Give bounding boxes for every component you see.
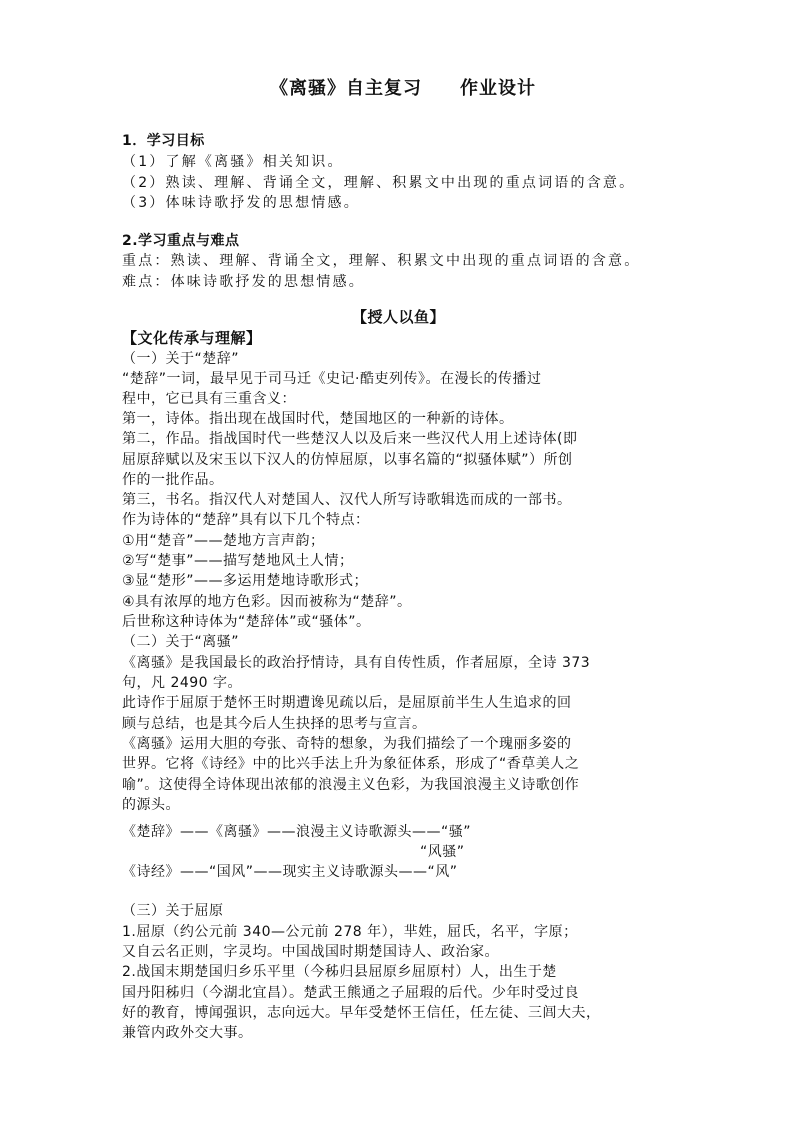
lisao-subheading: （二）关于“离骚” [122, 634, 240, 650]
paragraph-line: 《离骚》运用大胆的夸张、奇特的想象，为我们描绘了一个瑰丽多姿的 [122, 736, 572, 752]
paragraph-line: 的源头。 [122, 797, 180, 813]
paragraph-line: 后世称这种诗体为“楚辞体”或“骚体”。 [122, 614, 371, 630]
quyuan-subheading: （三）关于屈原 [122, 903, 224, 919]
objective-item: （1）了解《离骚》相关知识。 [122, 154, 344, 170]
list-item: ④具有浓厚的地方色彩。因而被称为“楚辞”。 [122, 594, 412, 610]
key-point-item: 难点：体味诗歌抒发的思想情感。 [122, 274, 365, 290]
chuci-subheading: （一）关于“楚辞” [122, 351, 240, 367]
objective-item: （3）体味诗歌抒发的思想情感。 [122, 195, 360, 211]
paragraph-line: 第三，书名。指汉代人对楚国人、汉代人所写诗歌辑选而成的一部书。 [122, 492, 572, 508]
paragraph-line: 顾与总结，也是其今后人生抉择的思考与宣言。 [122, 716, 427, 732]
paragraph-line: 句，凡 2490 字。 [122, 675, 243, 691]
paragraph-line: 程中，它已具有三重含义： [122, 391, 296, 407]
paragraph-line: “楚辞”一词，最早见于司马迁《史记·酷吏列传》。在漫长的传播过 [122, 371, 542, 387]
culture-heading: 【文化传承与理解】 [122, 329, 262, 347]
paragraph-line: 第二，作品。指战国时代一些楚汉人以及后来一些汉代人用上述诗体(即 [122, 431, 578, 447]
key-point-item: 重点：熟读、理解、背诵全文，理解、积累文中出现的重点词语的含意。 [122, 253, 641, 269]
list-item: ①用“楚音”——楚地方言声韵； [122, 533, 325, 549]
paragraph-line: 作的一批作品。 [122, 472, 224, 488]
paragraph-line: 兼管内政外交大事。 [122, 1025, 253, 1041]
paragraph-line: 世界。它将《诗经》中的比兴手法上升为象征体系，形成了“香草美人之 [122, 756, 580, 772]
list-item: ②写“楚事”——描写楚地风土人情； [122, 553, 354, 569]
paragraph-line: 又自云名正则，字灵均。中国战国时期楚国诗人、政治家。 [122, 944, 499, 960]
section-title: 【授人以鱼】 [352, 308, 446, 326]
comparison-line-shijing: 《诗经》——“国风”——现实主义诗歌源头——“风” [122, 864, 458, 880]
paragraph-line: 好的教育，博闻强识，志向远大。早年受楚怀王信任，任左徒、三闾大夫， [122, 1005, 601, 1021]
comparison-line-chuci: 《楚辞》——《离骚》——浪漫主义诗歌源头——“骚” [122, 824, 472, 840]
objective-item: （2）熟读、理解、背诵全文，理解、积累文中出现的重点词语的含意。 [122, 175, 636, 191]
paragraph-line: 屈原辞赋以及宋玉以下汉人的仿悼屈原，以事名篇的“拟骚体赋”）所创 [122, 452, 573, 468]
page-title: 《离骚》自主复习 作业设计 [270, 78, 536, 99]
paragraph-line: 1.屈原（约公元前 340—公元前 278 年），芈姓，屈氏，名平，字原； [122, 924, 578, 940]
key-points-heading: 2.学习重点与难点 [122, 233, 240, 249]
paragraph-line: 第一，诗体。指出现在战国时代，楚国地区的一种新的诗体。 [122, 411, 514, 427]
paragraph-line: 国丹阳秭归（今湖北宜昌）。楚武王熊通之子屈瑕的后代。少年时受过良 [122, 985, 579, 1001]
list-item: ③显“楚形”——多运用楚地诗歌形式； [122, 573, 369, 589]
comparison-fengsao: “风骚” [420, 844, 465, 860]
paragraph-line: 《离骚》是我国最长的政治抒情诗，具有自传性质，作者屈原，全诗 373 [122, 655, 591, 671]
objectives-heading: 1．学习目标 [122, 133, 205, 149]
paragraph-line: 作为诗体的“楚辞”具有以下几个特点： [122, 512, 370, 528]
paragraph-line: 2.战国末期楚国归乡乐平里（今秭归县屈原乡屈原村）人，出生于楚 [122, 964, 557, 980]
paragraph-line: 此诗作于屈原于楚怀王时期遭谗见疏以后，是屈原前半生人生追求的回 [122, 695, 572, 711]
paragraph-line: 喻”。这使得全诗体现出浓郁的浪漫主义色彩，为我国浪漫主义诗歌创作 [122, 777, 580, 793]
